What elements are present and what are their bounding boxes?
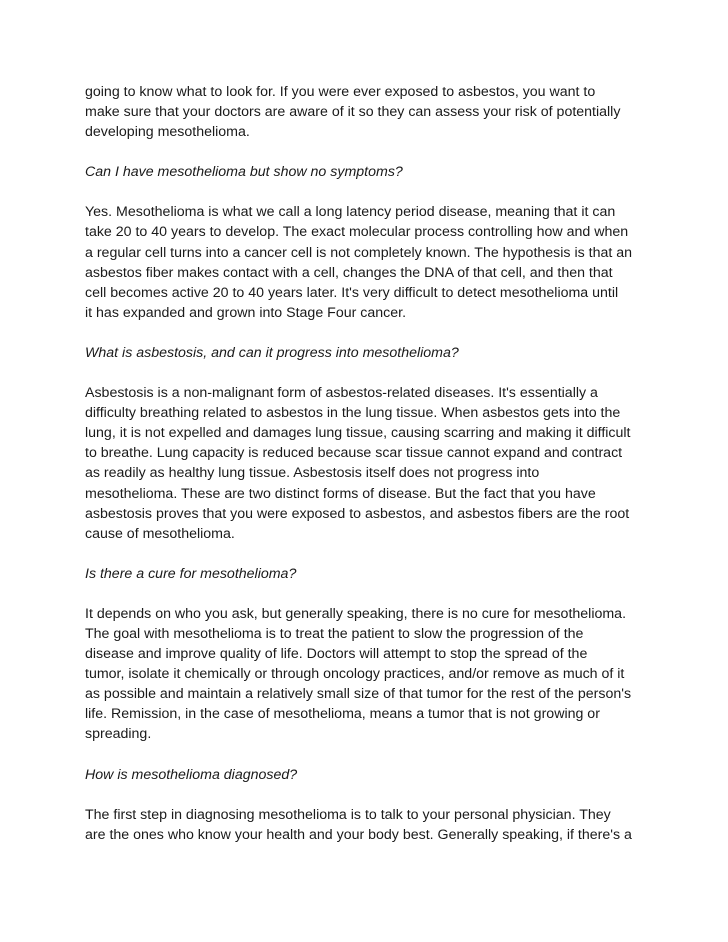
paragraph-latency: Yes. Mesothelioma is what we call a long latency period disease, meaning that it can take 20 to 40 years to develop. The exact molecular process controlling how and when a regular cell turns into a cancer cell is not completely known. The hypothesis is that an asbestos fiber makes contact with a cell, changes the DNA of that cell, and then that cell becomes active 20 to 40 years later. It's very difficult to detect mesothelioma until it has expanded and grown into Stage Four cancer. [85, 204, 633, 321]
question-diagnosis: How is mesothelioma diagnosed? [85, 766, 298, 783]
question-symptoms: Can I have mesothelioma but show no symptoms? [85, 164, 403, 181]
paragraph-diagnosis: The first step in diagnosing mesothelioma is to talk to your personal physician. They are the ones who know your health and your body best. Generally speaking, if there's a [85, 806, 632, 843]
question-cure: Is there a cure for mesothelioma? [85, 565, 297, 582]
document-page [85, 82, 651, 865]
paragraph-cure: It depends on who you ask, but generally speaking, there is no cure for mesothelioma. The goal with mesothelioma is to treat the patient to slow the progression of the disease and improve quality of life. Doctors will attempt to stop the spread of the tumor, isolate it chemically or through oncology practices, and/or remove as much of it as possible and maintain a relatively small size of that tumor for the rest of the person's life. Remission, in the case of mesothelioma, means a tumor that is not growing or spreading. [85, 605, 632, 743]
question-asbestosis: What is asbestosis, and can it progress into mesothelioma? [85, 344, 459, 361]
paragraph-asbestosis: Asbestosis is a non-malignant form of asbestos-related diseases. It's essentially a difficulty breathing related to asbestos in the lung tissue. When asbestos gets into the lung, it is not expelled and damages lung tissue, causing scarring and making it difficult to breathe. Lung capacity is reduced because scar tissue cannot expand and contract as readily as healthy lung tissue. Asbestosis itself does not progress into mesothelioma. These are two distinct forms of disease. But the fact that you have asbestosis proves that you were exposed to asbestos, and asbestos fibers are the root cause of mesothelioma. [85, 385, 631, 542]
paragraph-exposure: going to know what to look for. If you were ever exposed to asbestos, you want to make sure that your doctors are aware of it so they can assess your risk of potentially developing mesothelioma. [85, 84, 621, 141]
